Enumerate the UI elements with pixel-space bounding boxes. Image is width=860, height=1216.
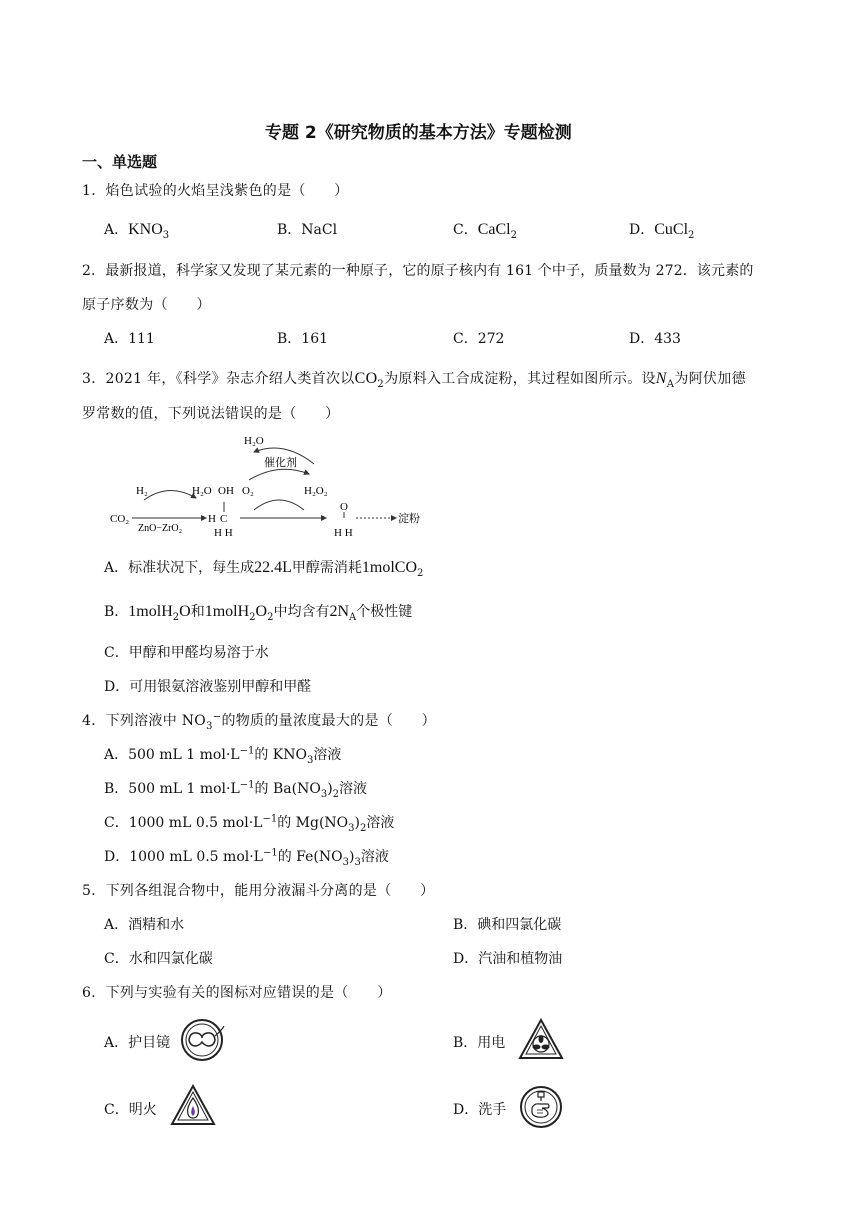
- diagram-label-h2o2: H₂O₂: [304, 485, 328, 497]
- question-6-option-c-label: C．明火: [104, 1102, 157, 1118]
- question-1-option-b: B．NaCl: [277, 222, 338, 238]
- question-6-option-d-label: D．洗手: [453, 1102, 507, 1118]
- oxidation-curve: [254, 500, 304, 510]
- diagram-label-h2o-top: H₂O: [244, 435, 264, 447]
- question-4-option-b: B．500 mL 1 $mol\cdot L^{-1}$的 $Ba(NO_3)_2$溶液: [104, 779, 368, 800]
- diagram-label-co2: CO₂: [110, 513, 130, 525]
- question-3-option-d: D．可用银氨溶液鉴别甲醇和甲醛: [104, 679, 312, 695]
- question-2-stem-line1: 2．最新报道，科学家又发现了某元素的一种原子，它的原子核内有 161 个中子，质量数为 272．该元素的: [82, 263, 754, 279]
- diagram-label-h-pair-1: H H: [214, 527, 233, 539]
- question-1-option-d: D．CuCl$_2$: [629, 221, 695, 241]
- question-5-option-c: C．水和四氯化碳: [104, 951, 213, 967]
- question-3-option-b: B．1molH$_2$O和$1molH_2O_2$中均含有$2N_A$个极性键: [104, 603, 413, 623]
- question-3-option-c: C．甲醇和甲醛均易溶于水: [104, 645, 269, 661]
- question-6-option-b-label: B．用电: [453, 1035, 506, 1051]
- catalyst-cycle-arrow: [249, 469, 309, 480]
- question-4-option-a: A．500 mL 1 $mol\cdot L^{-1}$的 $KNO_3$溶液: [104, 745, 342, 766]
- question-5-option-b: B．碘和四氯化碳: [453, 917, 562, 933]
- question-2-option-d: D．433: [629, 331, 681, 347]
- question-5-option-a: A．酒精和水: [104, 917, 185, 933]
- diagram-label-catalyst-zno: ZnO−ZrO₂: [138, 523, 183, 534]
- question-5-option-d: D．汽油和植物油: [453, 951, 563, 967]
- hydrogenation-arrow: [144, 490, 196, 500]
- question-3-stem-line1: 3．2021 年，《科学》杂志介绍人类首次以$CO_2$为原料入工合成淀粉，其过程如图所示。设$N_A$为阿伏加德: [82, 370, 746, 390]
- question-1-stem: 1．焰色试验的火焰呈浅紫色的是（ ）: [82, 183, 349, 199]
- question-3-stem-line2: 罗常数的值，下列说法错误的是（ ）: [82, 406, 340, 422]
- diagram-label-h2: H₂: [136, 485, 148, 497]
- question-4-option-d: D．1000 mL 0.5 $mol\cdot L^{-1}$的 $Fe(NO_3)_3$溶液: [104, 847, 389, 868]
- diagram-label-oh: OH: [218, 485, 234, 497]
- goggles-icon: [180, 1018, 226, 1062]
- electricity-icon: [518, 1018, 564, 1062]
- section-heading: 一、单选题: [82, 153, 158, 171]
- question-2-stem-line2: 原子序数为（ ）: [82, 297, 211, 313]
- diagram-label-o: O: [340, 501, 348, 513]
- page-title: 专题 2《研究物质的基本方法》专题检测: [265, 123, 572, 143]
- diagram-label-h-pair-2: H H: [334, 527, 353, 539]
- question-1-option-c: C．CaCl$_2$: [453, 221, 517, 241]
- diagram-label-c: C: [220, 513, 228, 525]
- hand-washing-icon: [518, 1084, 564, 1130]
- question-2-option-b: B．161: [277, 331, 329, 347]
- diagram-label-h-left: H: [208, 513, 216, 525]
- open-flame-icon: [170, 1084, 216, 1128]
- diagram-label-h2o: H₂O: [192, 485, 212, 497]
- diagram-label-o2: O₂: [242, 485, 254, 497]
- question-5-stem: 5．下列各组混合物中，能用分液漏斗分离的是（ ）: [82, 883, 435, 899]
- question-2-option-c: C．272: [453, 331, 505, 347]
- starch-synthesis-diagram: [104, 430, 424, 542]
- question-2-option-a: A．111: [104, 331, 155, 347]
- question-6-stem: 6．下列与实验有关的图标对应错误的是（ ）: [82, 985, 392, 1001]
- question-3-option-a: A．标准状况下，每生成22.4L甲醇需消耗1molCO$_2$: [104, 559, 424, 579]
- question-6-option-a-label: A．护目镜: [104, 1035, 171, 1051]
- question-4-option-c: C．1000 mL 0.5 $mol\cdot L^{-1}$的 $Mg(NO_3)_2$溶液: [104, 813, 395, 834]
- diagram-label-catalyst: 催化剂: [264, 457, 297, 469]
- diagram-label-starch: 淀粉: [398, 513, 420, 525]
- question-1-option-a: A．$KNO_3$: [104, 221, 170, 241]
- question-4-stem: 4．下列溶液中 $NO_3^-$的物质的量浓度最大的是（ ）: [82, 711, 436, 732]
